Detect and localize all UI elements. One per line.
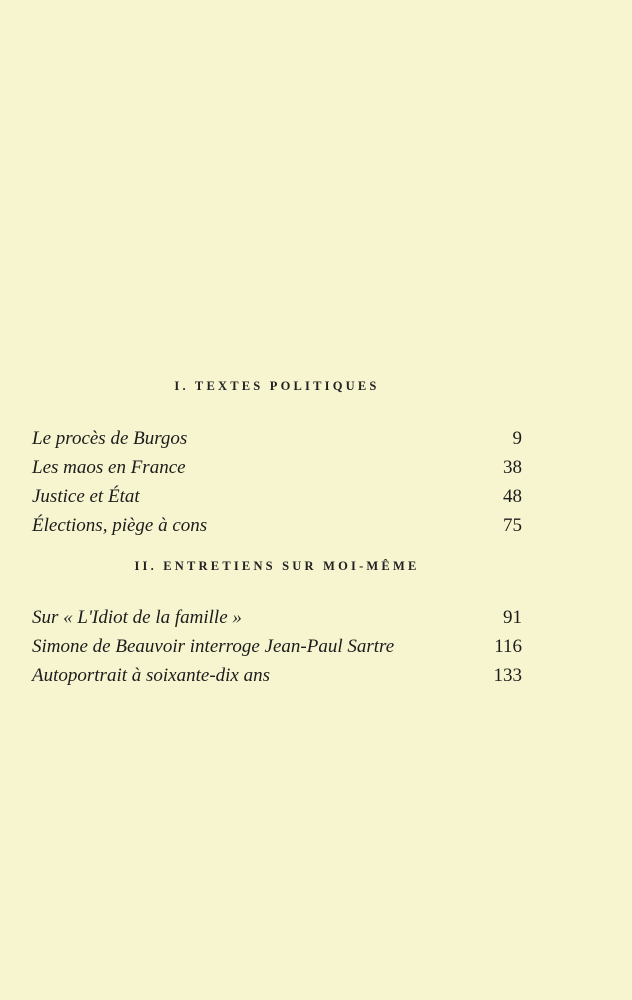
toc-entry-title: Autoportrait à soixante-dix ans [32, 665, 271, 686]
toc-entry [32, 632, 522, 661]
toc-entry-page-number: 133 [493, 665, 522, 686]
toc-entry [32, 511, 522, 540]
toc-entry-list [32, 424, 522, 540]
toc-section-entretiens-sur-moi-meme [32, 556, 522, 690]
toc-entry [32, 453, 522, 482]
toc-entry-title: Sur « L'Idiot de la famille » [32, 607, 242, 628]
toc-entry-page-number: 116 [494, 636, 522, 657]
toc-entry-title: Le procès de Burgos [32, 428, 188, 449]
toc-entry-page-number: 9 [512, 428, 522, 449]
toc-entry [32, 661, 522, 690]
toc-entry-page-number: 75 [503, 515, 522, 536]
toc-entry [32, 603, 522, 632]
toc-entry [32, 482, 522, 511]
toc-section-textes-politiques [32, 376, 522, 540]
toc-entry-list [32, 603, 522, 690]
toc-entry-title: Les maos en France [32, 457, 186, 478]
toc-entry-title: Simone de Beauvoir interroge Jean-Paul Sartre [32, 636, 395, 657]
section-heading: I. TEXTES POLITIQUES [174, 379, 380, 393]
toc-entry-title: Justice et État [32, 486, 140, 507]
toc-entry-title: Élections, piège à cons [32, 515, 208, 536]
toc-entry-page-number: 48 [503, 486, 522, 507]
toc-entry [32, 424, 522, 453]
toc-entry-page-number: 38 [503, 457, 522, 478]
toc-entry-page-number: 91 [503, 607, 522, 628]
section-heading: II. ENTRETIENS SUR MOI-MÊME [134, 559, 420, 573]
